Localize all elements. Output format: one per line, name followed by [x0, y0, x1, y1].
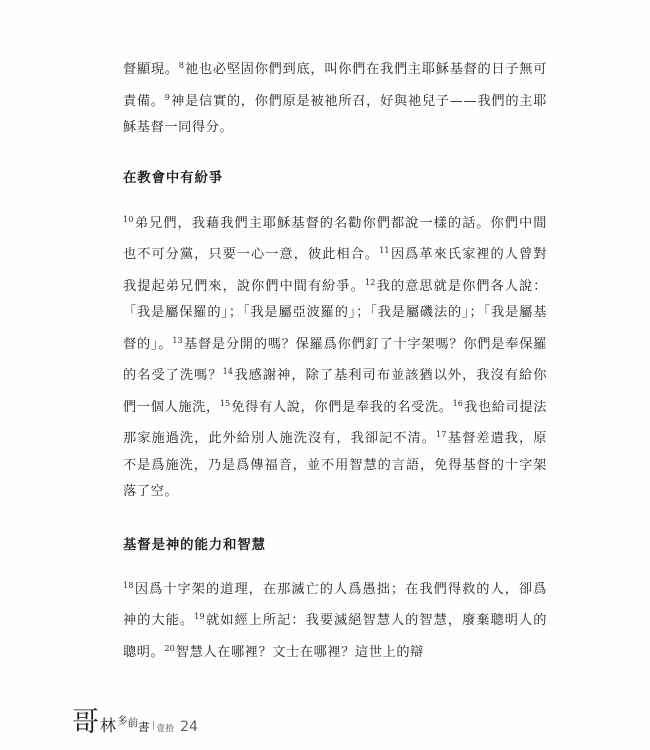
heading-spacer-above [123, 142, 547, 169]
book-title-char-1: 哥 [72, 707, 99, 738]
paragraph-verses-8-9 [123, 52, 547, 142]
verse-text: 智慧人在哪裡？文士在哪裡？這世上的辯 [175, 644, 424, 660]
verse-number: 12 [364, 276, 376, 287]
verse-text: 就如經上所記：我要滅絕智慧人的智慧，廢棄聰明人的聰明。 [123, 613, 547, 660]
verse-number: 14 [222, 366, 234, 376]
book-title-char-2: 林 [100, 716, 117, 735]
verse-text: 神是信實的，你們原是被祂所召，好與祂兒子——我們的主耶穌基督一同得分。 [123, 93, 547, 135]
verse-text: 我也給司提法那家施過洗，此外給別人施洗沒有，我卻記不清。 [123, 399, 547, 446]
verse-text: 因爲革來氏家裡的人曾對我提起弟兄們來，說你們中間有紛爭。 [123, 247, 547, 294]
verse-number: 20 [164, 642, 175, 653]
verse-number: 19 [194, 611, 205, 621]
text-column [123, 52, 547, 666]
body-content [123, 52, 547, 666]
chapter-marker: 壹拾 [156, 724, 175, 734]
verse-number: 10 [123, 213, 134, 224]
page-footer [72, 709, 198, 736]
verse-number: 13 [172, 334, 183, 345]
verse-text: 祂也必堅固你們到底，叫你們在我們主耶穌基督的日子無可責備。 [123, 62, 547, 109]
verse-text: 免得有人說，你們是奉我的名受洗。 [231, 399, 453, 415]
verse-text: 基督差遣我，原不是爲施洗，乃是爲傳福音，並不用智慧的言語，免得基督的十字架落了空。 [123, 431, 547, 499]
verse-number: 8 [178, 60, 184, 70]
verse-number: 15 [219, 397, 231, 408]
heading-spacer-below [123, 556, 547, 572]
page-number: 24 [180, 719, 198, 735]
verse-number: 17 [435, 429, 447, 439]
heading-christ-power-wisdom: 基督是神的能力和智慧 [123, 537, 266, 553]
paragraph-verses-10-17 [123, 206, 547, 506]
book-title-char-3: 多 [117, 715, 128, 727]
heading-division-in-church: 在教會中有紛爭 [123, 170, 224, 186]
paragraph-verses-18-20 [123, 572, 547, 667]
verse-text: 基督是分開的嗎？保羅爲你們釘了十字架嗎？你們是奉保羅的名受了洗嗎？ [123, 336, 547, 383]
verse-text: 弟兄們，我藉我們主耶穌基督的名勸你們都說一樣的話。你們中間也不可分黨，只要一心一意，彼此相合。 [123, 215, 547, 262]
verse-number: 16 [452, 397, 464, 408]
verse-number: 9 [164, 91, 171, 102]
book-title-char-4: 前 [127, 717, 139, 729]
verse-number: 11 [379, 245, 390, 255]
verse-text: 我的意思就是你們各人說：「我是屬保羅的」；「我是屬亞波羅的」；「我是屬磯法的」；「我是屬基督的」。 [123, 278, 547, 352]
heading-spacer-above [123, 506, 547, 536]
verse-text: 督顯現。 [123, 62, 179, 77]
verse-number: 18 [123, 579, 134, 590]
heading-spacer-below [123, 189, 547, 206]
verse-text: 我感謝神，除了基利司布並該猶以外，我沒有給你們一個人施洗， [123, 368, 547, 415]
verse-text: 因爲十字架的道理，在那滅亡的人爲愚拙；在我們得救的人，卻爲神的大能。 [123, 581, 547, 628]
book-title-char-5: 書 [138, 720, 150, 734]
footer-separator [153, 721, 154, 730]
